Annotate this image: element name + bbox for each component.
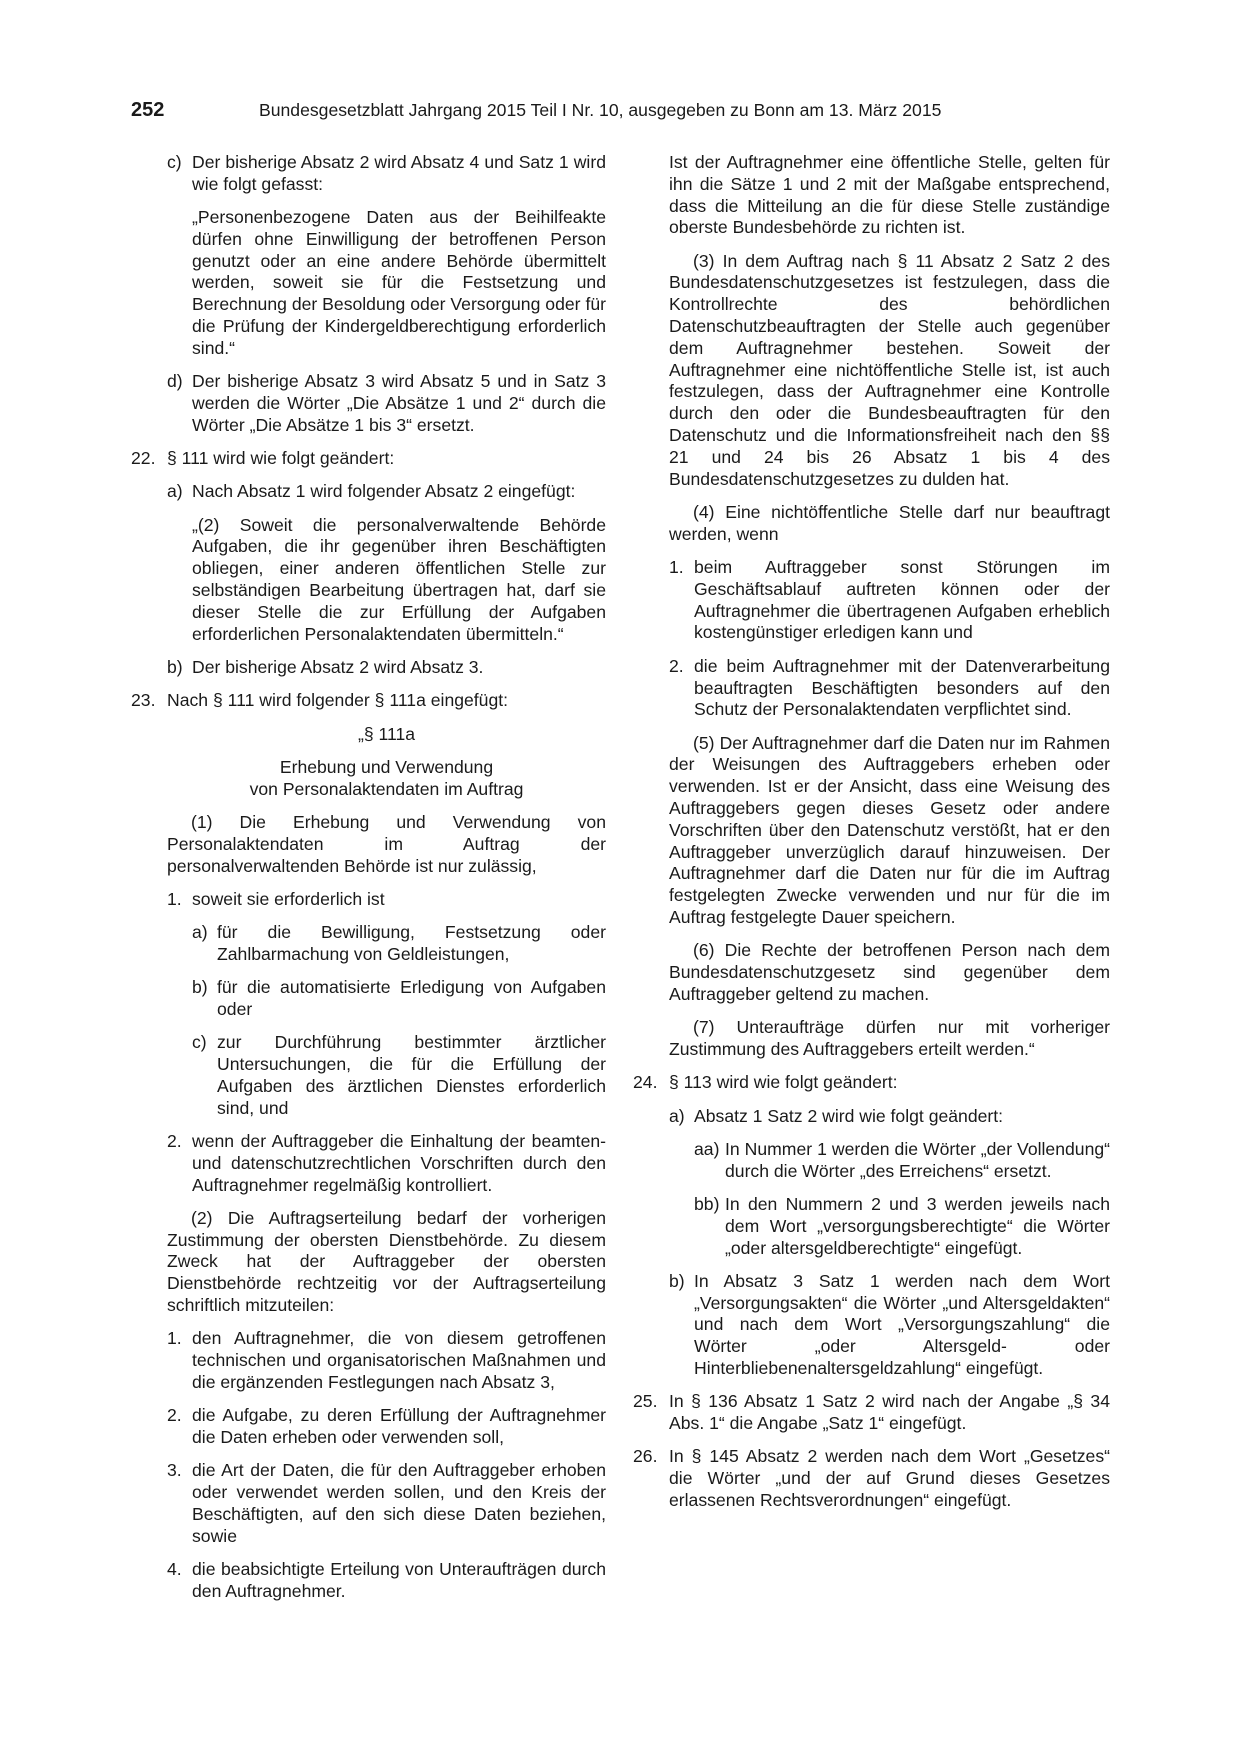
paragraph-abs1: (1) Die Erhebung und Verwendung von Personalaktendaten im Auftrag der personalverwaltenden Behörde ist nur zulässig, bbox=[167, 811, 606, 876]
paragraph-abs4: (4) Eine nichtöffentliche Stelle darf nur beauftragt werden, wenn bbox=[669, 501, 1110, 544]
paragraph-abs5: (5) Der Auftragnehmer darf die Daten nur im Rahmen der Weisungen des Auftraggebers erheben oder verwenden. Ist er der Ansicht, dass eine Weisung des Auftraggebers gegen dieses Gesetz oder andere Vorschriften über den Datenschutz verstößt, hat er den Auftraggeber unverzüglich darauf hinzuweisen. Der Auftragnehmer darf die Daten nur für die im Auftrag festgelegten Zwecke verwenden und nur für die im Auftrag festgelegte Dauer speichern. bbox=[669, 732, 1110, 927]
item-label: 26. bbox=[633, 1446, 658, 1467]
item-label: 24. bbox=[633, 1072, 658, 1093]
paragraph-intro: Ist der Auftragnehmer eine öffentliche Stelle, gelten für ihn die Sätze 1 und 2 mit der Maßgabe entsprechend, dass die Mitteilung an die für diese Stelle zuständige oberste Bundesbehörde zu richten ist. bbox=[669, 152, 1110, 238]
quoted-paragraph: „Personenbezogene Daten aus der Beihilfeakte dürfen ohne Einwilligung der betroffenen Person genutzt oder an eine andere Behörde übermittelt werden, soweit sie für die Festsetzung und Berechnung der Besoldung oder Versorgung oder für die Prüfung der Kindergeldberechtigung erforderlich sind.“ bbox=[192, 207, 606, 358]
item-label: a) bbox=[192, 922, 208, 943]
page-header bbox=[131, 99, 991, 129]
item-label: 3. bbox=[167, 1460, 182, 1481]
item-text: In § 145 Absatz 2 werden nach dem Wort „Gesetzes“ die Wörter „und der auf Grund dieses Gesetzes erlassenen Rechtsverordnungen“ eingefügt. bbox=[669, 1446, 1110, 1511]
item-text: die beim Auftragnehmer mit der Datenverarbeitung beauftragten Beschäftigten besonders auf den Schutz der Personalaktendaten verpflichtet sind. bbox=[694, 655, 1110, 720]
item-1b bbox=[131, 977, 606, 1021]
item-text: zur Durchführung bestimmter ärztlicher Untersuchungen, die für die Erfüllung der Aufgaben des ärztlichen Dienstes erforderlich sind, und bbox=[217, 1032, 606, 1118]
item-text: Der bisherige Absatz 3 wird Absatz 5 und in Satz 3 werden die Wörter „Die Absätze 1 und 2“ durch die Wörter „Die Absätze 1 bis 3“ ersetzt. bbox=[192, 371, 606, 435]
section-heading-line: von Personalaktendaten im Auftrag bbox=[249, 778, 524, 799]
quoted-paragraph: „(2) Soweit die personalverwaltende Behörde Aufgaben, die ihr gegenüber ihren Beschäftigten obliegen, einer anderen öffentlichen Stelle zur selbständigen Bearbeitung übertragen hat, darf sie dieser Stelle die zur Erfüllung der Aufgaben erforderlichen Personalaktendaten übermitteln.“ bbox=[192, 514, 606, 644]
item-text: die beabsichtigte Erteilung von Unteraufträgen durch den Auftragnehmer. bbox=[192, 1559, 606, 1601]
item-label: 4. bbox=[167, 1559, 182, 1580]
paragraph-abs2: (2) Die Auftragserteilung bedarf der vorherigen Zustimmung der obersten Dienstbehörde. Zu diesem Zweck hat der Auftraggeber der obersten Dienstbehörde rechtzeitig vor der Auftragserteilung schriftlich mitzuteilen: bbox=[167, 1207, 606, 1316]
item-22 bbox=[131, 448, 606, 470]
item-text: Nach Absatz 1 wird folgender Absatz 2 eingefügt: bbox=[192, 481, 576, 502]
item-c bbox=[131, 152, 606, 196]
item-23 bbox=[131, 690, 606, 712]
item-text: § 113 wird wie folgt geändert: bbox=[669, 1072, 898, 1093]
section-title: „§ 111a bbox=[357, 723, 416, 744]
list-item-3 bbox=[131, 1460, 606, 1547]
list-item-4 bbox=[131, 1559, 606, 1603]
paragraph-abs7: (7) Unteraufträge dürfen nur mit vorheriger Zustimmung des Auftraggebers erteilt werden.“ bbox=[669, 1017, 1110, 1059]
item-text: die Art der Daten, die für den Auftraggeber erhoben oder verwendet werden sollen, und den Kreis der Beschäftigten, auf den sich diese Daten beziehen, sowie bbox=[192, 1460, 606, 1546]
item-text: Absatz 1 Satz 2 wird wie folgt geändert: bbox=[694, 1105, 1004, 1126]
item-24b bbox=[669, 1271, 1110, 1380]
item-1a bbox=[131, 922, 606, 966]
item-label: b) bbox=[669, 1270, 685, 1291]
item-22a bbox=[131, 481, 606, 503]
item-text: wenn der Auftraggeber die Einhaltung der beamten- und datenschutzrechtlichen Vorschriften durch den Auftragnehmer regelmäßig kontrolliert. bbox=[192, 1130, 606, 1195]
list-item-1 bbox=[131, 1328, 606, 1393]
item-text: für die Bewilligung, Festsetzung oder Zahlbarmachung von Geldleistungen, bbox=[217, 922, 606, 964]
list-item-2 bbox=[131, 1405, 606, 1449]
item-24 bbox=[633, 1072, 1110, 1094]
item-text: den Auftragnehmer, die von diesem getroffenen technischen und organisatorischen Maßnahmen und die ergänzenden Festlegungen nach Absatz 3, bbox=[192, 1328, 606, 1392]
item-label: 2. bbox=[167, 1130, 182, 1151]
item-25 bbox=[633, 1391, 1110, 1435]
item-label: 1. bbox=[167, 888, 182, 909]
section-heading-line: Erhebung und Verwendung bbox=[279, 756, 494, 777]
item-22b bbox=[131, 657, 606, 679]
left-column bbox=[131, 152, 606, 1614]
running-title: Bundesgesetzblatt Jahrgang 2015 Teil I Nr. 10, ausgegeben zu Bonn am 13. März 2015 bbox=[259, 100, 942, 120]
item-label: a) bbox=[669, 1105, 685, 1126]
item-d bbox=[131, 371, 606, 436]
item-24a-bb bbox=[669, 1194, 1110, 1259]
right-column bbox=[633, 152, 1110, 1523]
item-label: c) bbox=[192, 1032, 207, 1053]
item-text: In Nummer 1 werden die Wörter „der Vollendung“ durch die Wörter „des Erreichens“ ersetzt. bbox=[725, 1138, 1110, 1181]
item-label: 1. bbox=[167, 1328, 182, 1349]
item-text: beim Auftraggeber sonst Störungen im Geschäftsablauf auftreten können oder der Auftragnehmer die übertragenen Aufgaben erheblich kostengünstiger erledigen kann und bbox=[694, 557, 1110, 643]
item-label: d) bbox=[167, 371, 183, 392]
item-label: 25. bbox=[633, 1391, 658, 1412]
item-label: bb) bbox=[694, 1193, 720, 1214]
item-label: aa) bbox=[694, 1138, 720, 1159]
item-2 bbox=[131, 1131, 606, 1196]
item-label: 1. bbox=[669, 557, 684, 578]
item-text: die Aufgabe, zu deren Erfüllung der Auftragnehmer die Daten erheben oder verwenden soll, bbox=[192, 1405, 606, 1448]
item-text: für die automatisierte Erledigung von Aufgaben oder bbox=[217, 977, 606, 1019]
page-number: 252 bbox=[131, 99, 165, 121]
item-24a bbox=[669, 1106, 1110, 1128]
item-label: c) bbox=[167, 152, 182, 172]
item-label: b) bbox=[192, 977, 208, 998]
item-text: § 111 wird wie folgt geändert: bbox=[167, 448, 395, 469]
item-text: In den Nummern 2 und 3 werden jeweils nach dem Wort „versorgungsberechtigte“ die Wörter „oder altersgeldberechtigte“ eingefügt. bbox=[725, 1193, 1110, 1258]
condition-item-1 bbox=[669, 557, 1110, 644]
item-26 bbox=[633, 1446, 1110, 1511]
item-text: In § 136 Absatz 1 Satz 2 wird nach der Angabe „§ 34 Abs. 1“ die Angabe „Satz 1“ eingefügt. bbox=[669, 1391, 1110, 1434]
condition-item-2 bbox=[669, 656, 1110, 721]
item-label: b) bbox=[167, 656, 183, 677]
item-1c bbox=[131, 1032, 606, 1119]
item-text: soweit sie erforderlich ist bbox=[192, 888, 385, 909]
item-text: Der bisherige Absatz 2 wird Absatz 4 und Satz 1 wird wie folgt gefasst: bbox=[192, 152, 606, 194]
item-label: a) bbox=[167, 481, 183, 502]
item-text: Der bisherige Absatz 2 wird Absatz 3. bbox=[192, 656, 484, 677]
item-1 bbox=[131, 889, 606, 911]
item-text: In Absatz 3 Satz 1 werden nach dem Wort „Versorgungsakten“ die Wörter „und Altersgeldakten“ und nach dem Wort „Versorgungszahlung“ die Wörter „oder Altersgeld- oder Hinterbliebenenaltersgeldzahlung“ eingefügt. bbox=[694, 1270, 1110, 1379]
item-label: 2. bbox=[669, 655, 684, 676]
item-label: 23. bbox=[131, 690, 156, 711]
item-text: Nach § 111 wird folgender § 111a eingefügt: bbox=[167, 690, 509, 711]
item-label: 22. bbox=[131, 448, 156, 469]
item-24a-aa bbox=[669, 1139, 1110, 1183]
item-label: 2. bbox=[167, 1405, 182, 1426]
paragraph-abs3: (3) In dem Auftrag nach § 11 Absatz 2 Satz 2 des Bundesdatenschutzgesetzes ist festzulegen, dass die Kontrollrechte des behördlichen Datenschutzbeauftragten der Stelle auch gegenüber dem Auftragnehmer bestehen. Soweit der Auftragnehmer eine nichtöffentliche Stelle ist, ist auch festzulegen, dass der Auftragnehmer eine Kontrolle durch den oder die Bundesbeauftragten für den Datenschutz und die Informationsfreiheit nach den §§ 21 und 24 bis 26 Absatz 1 bis 4 des Bundesdatenschutzgesetzes zu dulden hat. bbox=[669, 250, 1110, 489]
paragraph-abs6: (6) Die Rechte der betroffenen Person nach dem Bundesdatenschutzgesetz sind gegenüber dem Auftraggeber geltend zu machen. bbox=[669, 940, 1110, 1004]
